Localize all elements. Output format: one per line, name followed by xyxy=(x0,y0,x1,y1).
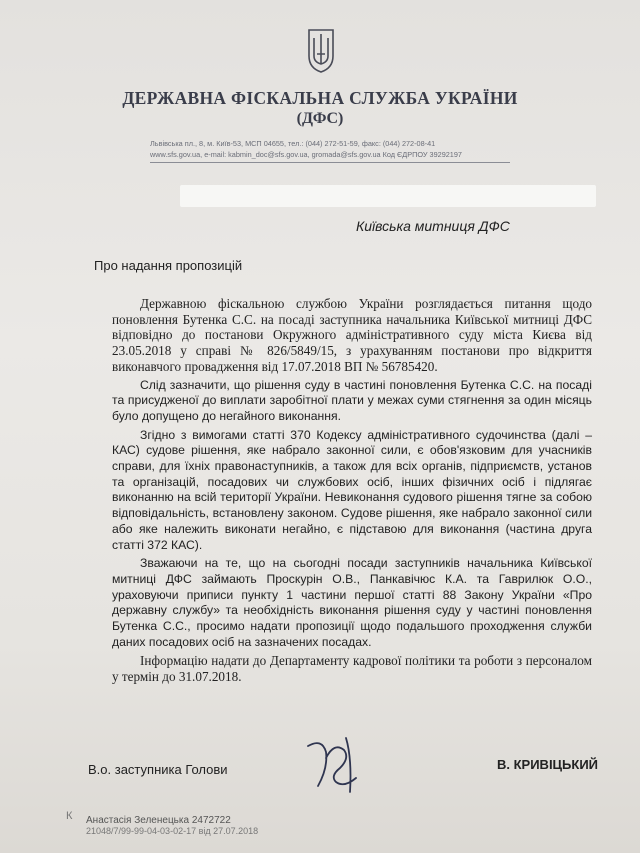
header-divider xyxy=(150,162,510,163)
agency-name: ДЕРЖАВНА ФІСКАЛЬНА СЛУЖБА УКРАЇНИ xyxy=(122,88,518,108)
body-paragraph: Інформацію надати до Департаменту кадрової політики та роботи з персоналом у термін до 31.07.2018. xyxy=(112,653,592,685)
agency-abbreviation: (ДФС) xyxy=(296,110,344,127)
contacts-line: Львівська пл., 8, м. Київ-53, МСП 04655, тел.: (044) 272-51-59, факс: (044) 272-08-41 xyxy=(150,139,436,148)
footer xyxy=(86,815,258,837)
contacts-line: www.sfs.gov.ua, e-mail: kabmin_doc@sfs.gov.ua, gromada@sfs.gov.ua Код ЄДРПОУ 39292197 xyxy=(150,150,462,159)
subject-line: Про надання пропозицій xyxy=(94,258,243,273)
document-reference: 21048/7/99-99-04-03-02-17 від 27.07.2018 xyxy=(86,826,259,836)
executor-name: Анастасія Зеленецька 2472722 xyxy=(86,815,231,826)
signer-name: В. КРИВІЦЬКИЙ xyxy=(497,757,599,772)
signer-position: В.о. заступника Голови xyxy=(88,762,228,777)
body-paragraph: Державною фіскальною службою України розглядається питання щодо поновлення Бутенка С.С. на посаді заступника начальника Київської митниці ДФС відповідно до постанови Окружного адміністративного суду міста Києва від 23.05.2018 у справі № 826/5849/15, з урахуванням постанови про відкриття виконавчого провадження від 17.07.2018 ВП № 56785420. xyxy=(112,296,592,374)
letter-body xyxy=(112,296,592,688)
trident-icon xyxy=(306,26,336,74)
handwritten-signature-icon xyxy=(300,728,370,798)
footer-mark: К xyxy=(66,810,73,822)
agency-contacts xyxy=(150,138,510,160)
body-paragraph: Зважаючи на те, що на сьогодні посади заступників начальника Київської митниці ДФС займають Проскурін О.В., Панкавічюс К.А. та Гаврилюк О.О., ураховуючи приписи пункту 1 частини першої статті 88 Закону України «Про державну службу» та необхідність виконання рішення суду у частині поновлення Бутенка С.С., просимо надати пропозиції щодо подальшого проходження служби даних посадових осіб на зазначених посадах. xyxy=(112,556,592,649)
redacted-area xyxy=(180,185,596,207)
recipient: Київська митниця ДФС xyxy=(356,218,510,234)
body-paragraph: Згідно з вимогами статті 370 Кодексу адміністративного судочинства (далі – КАС) судове рішення, яке набрало законної сили, є обов'язковим для учасників справи, для їхніх правонаступників, а також для всіх органів, підприємств, установ та організацій, посадових чи службових осіб, інших фізичних осіб і підлягає виконанню на всій території України. Невиконання судового рішення тягне за собою відповідальність, встановлену законом. Судове рішення, яке набрало законної сили або яке належить виконати негайно, є підставою для виконання (частина друга статті 372 КАС). xyxy=(112,427,592,552)
body-paragraph: Слід зазначити, що рішення суду в частині поновлення Бутенка С.С. на посаді та присудженої до виплати заробітної плати у межах суми стягнення за один місяць було допущено до негайного виконання. xyxy=(112,377,592,423)
